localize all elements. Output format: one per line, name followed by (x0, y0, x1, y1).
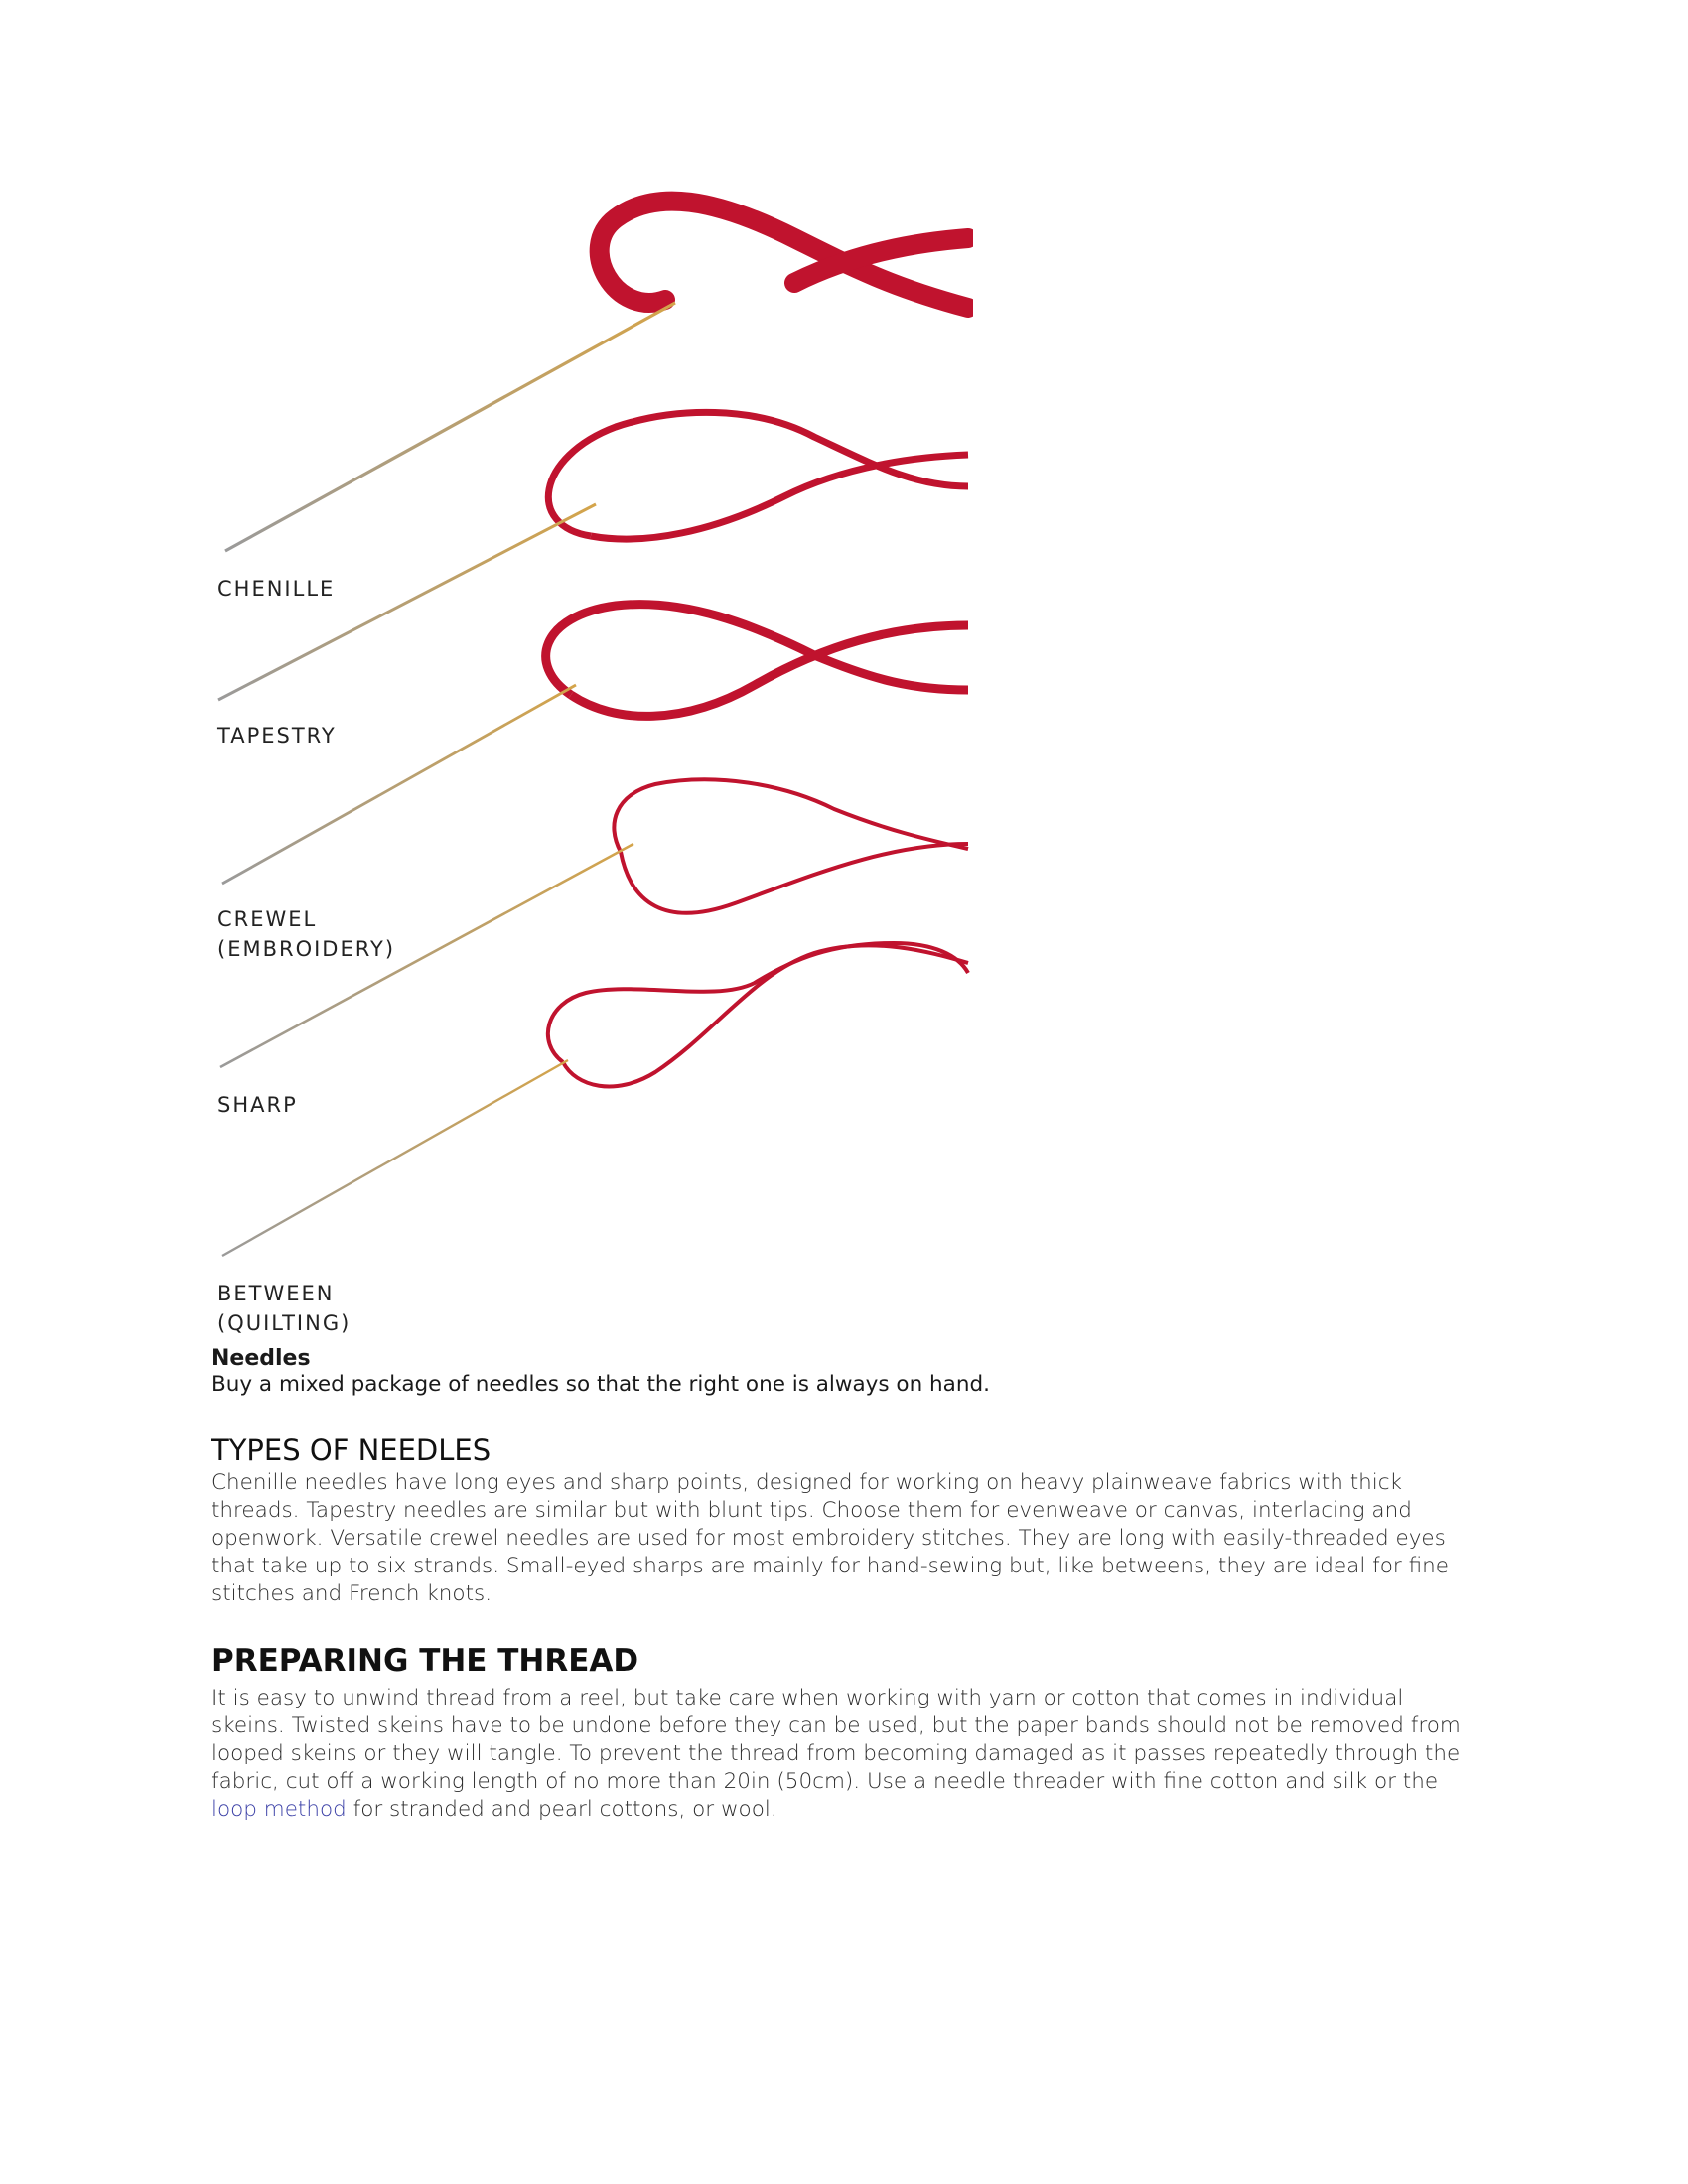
paragraph-preparing-the-thread (211, 1685, 1473, 1824)
sharp-thread-2 (621, 844, 968, 913)
tapestry-thread (548, 412, 968, 536)
chenille-needle-group (225, 202, 968, 551)
heading-preparing-the-thread: PREPARING THE THREAD (211, 1643, 639, 1679)
needles-illustration (199, 189, 973, 1340)
label-chenille: CHENILLE (217, 577, 336, 601)
between-thread-2 (563, 945, 968, 1086)
tapestry-thread-2 (591, 455, 968, 539)
needles-and-threads-drawing (199, 189, 973, 1340)
heading-types-of-needles: TYPES OF NEEDLES (211, 1433, 492, 1467)
label-sharp: SHARP (217, 1093, 298, 1117)
between-needle-group (222, 943, 968, 1256)
label-crewel: CREWEL (EMBROIDERY) (217, 907, 396, 961)
caption-text: Buy a mixed package of needles so that the right one is always on hand. (211, 1372, 990, 1397)
caption-title: Needles (211, 1346, 311, 1371)
label-between: BETWEEN (QUILTING) (217, 1282, 352, 1335)
tapestry-needle-group (218, 412, 968, 700)
loop-method-link[interactable]: loop method (211, 1797, 347, 1822)
crewel-needle (222, 685, 576, 884)
paragraph-text-before-link: It is easy to unwind thread from a reel, but take care when working with yarn or cotton that comes in individual skeins. Twisted skeins have to be undone before they can be used, but the paper bands should not be removed from looped skeins or they will tangle. To prevent the thread from becoming damaged as it passes repeatedly through the fabric, cut off a working length of no more than 20in (50cm). Use a needle threader with fine cotton and silk or the (211, 1686, 1461, 1794)
paragraph-types-of-needles: Chenille needles have long eyes and sharp points, designed for working on heavy plainweave fabrics with thick threads. Tapestry needles are similar but with blunt tips. Choose them for evenweave or canvas, interlacing and openwork. Versatile crewel needles are used for most embroidery stitches. They are long with easily-threaded eyes that take up to six strands. Small-eyed sharps are mainly for hand-sewing but, like betweens, they are ideal for fine stitches and French knots. (211, 1470, 1449, 1606)
between-thread (548, 943, 968, 1062)
label-tapestry: TAPESTRY (217, 724, 337, 748)
paragraph-text-after-link: for stranded and pearl cottons, or wool. (346, 1797, 777, 1822)
sharp-thread (614, 779, 968, 852)
